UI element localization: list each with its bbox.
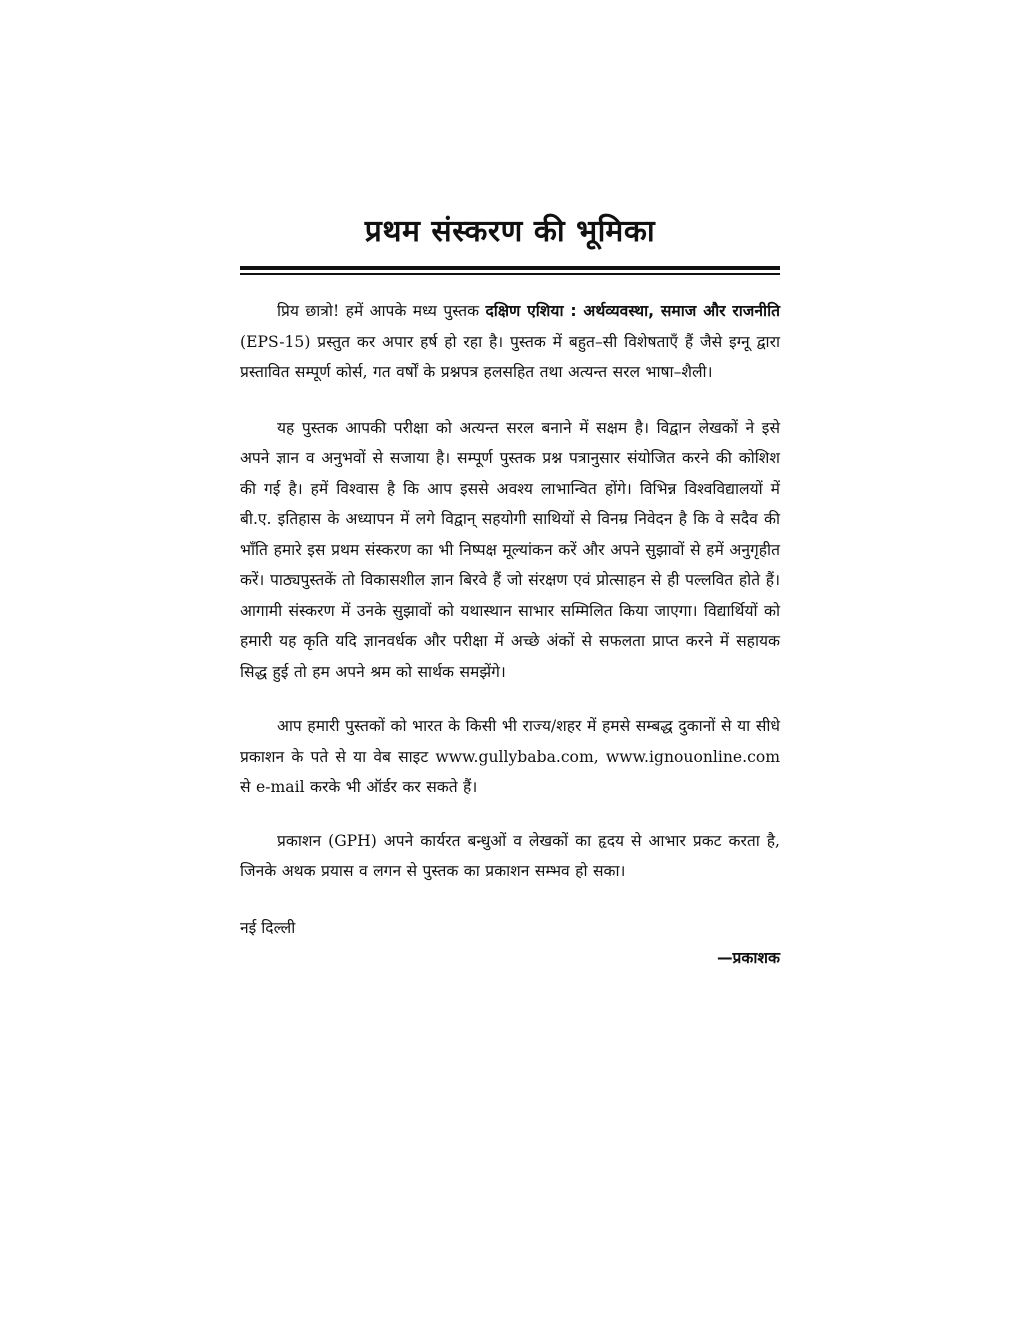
paragraph-about-book: यह पुस्तक आपकी परीक्षा को अत्यन्त सरल बनाने में सक्षम है। विद्वान लेखकों ने इसे अपने ज्ञान व अनुभवों से सजाया है। सम्पूर्ण पुस्तक प्रश्न पत्रानुसार संयोजित करने की कोशिश की गई है। हमें विश्वास है कि आप इससे अवश्य लाभान्वित होंगे। विभिन्न विश्वविद्यालयों में बी.ए. इतिहास के अध्यापन में लगे विद्वान् सहयोगी साथियों से विनम्र निवेदन है कि वे सदैव की भाँति हमारे इस प्रथम संस्करण का भी निष्पक्ष मूल्यांकन करें और अपने सुझावों से हमें अनुगृहीत करें। पाठ्यपुस्तकें तो विकासशील ज्ञान बिरवे हैं जो संरक्षण एवं प्रोत्साहन से ही पल्लवित होते हैं। आगामी संस्करण में उनके सुझावों को यथास्थान साभार सम्मिलित किया जाएगा। विद्यार्थियों को हमारी यह कृति यदि ज्ञानवर्धक और परीक्षा में अच्छे अंकों से सफलता प्राप्त करने में सहायक सिद्ध हुई तो हम अपने श्रम को सार्थक समझेंगे।: [240, 418, 780, 681]
page-title: प्रथम संस्करण की भूमिका: [364, 214, 656, 249]
book-title: दक्षिण एशिया : अर्थव्यवस्था, समाज और राजनीति: [485, 302, 780, 320]
paragraph-intro: [240, 296, 780, 388]
title-double-rule: [240, 266, 780, 274]
paragraph-ordering: आप हमारी पुस्तकों को भारत के किसी भी राज्य/शहर में हमसे सम्बद्ध दुकानों से या सीधे प्रकाशन के पते से या वेब साइट www.gullybaba.com, www.ignouonline.com से e-mail करके भी ऑर्डर कर सकते हैं।: [240, 717, 780, 796]
title-rule-thin: [240, 273, 780, 275]
paragraph-acknowledgement: प्रकाशन (GPH) अपने कार्यरत बन्धुओं व लेखकों का हृदय से आभार प्रकट करता है, जिनके अथक प्रयास व लगन से पुस्तक का प्रकाशन सम्भव हो सका।: [240, 831, 780, 880]
intro-lead-text: प्रिय छात्रो! हमें आपके मध्य पुस्तक: [277, 302, 486, 320]
preface-page: [240, 208, 780, 972]
place-name: नई दिल्ली: [240, 918, 296, 937]
publisher-signature: —प्रकाशक: [716, 948, 780, 967]
title-rule-thick: [240, 266, 780, 270]
intro-rest-text: (EPS-15) प्रस्तुत कर अपार हर्ष हो रहा है। पुस्तक में बहुत–सी विशेषताएँ हैं जैसे इग्नू द्वारा प्रस्तावित सम्पूर्ण कोर्स, गत वर्षों के प्रश्नपत्र हलसहित तथा अत्यन्त सरल भाषा–शैली।: [240, 332, 780, 381]
